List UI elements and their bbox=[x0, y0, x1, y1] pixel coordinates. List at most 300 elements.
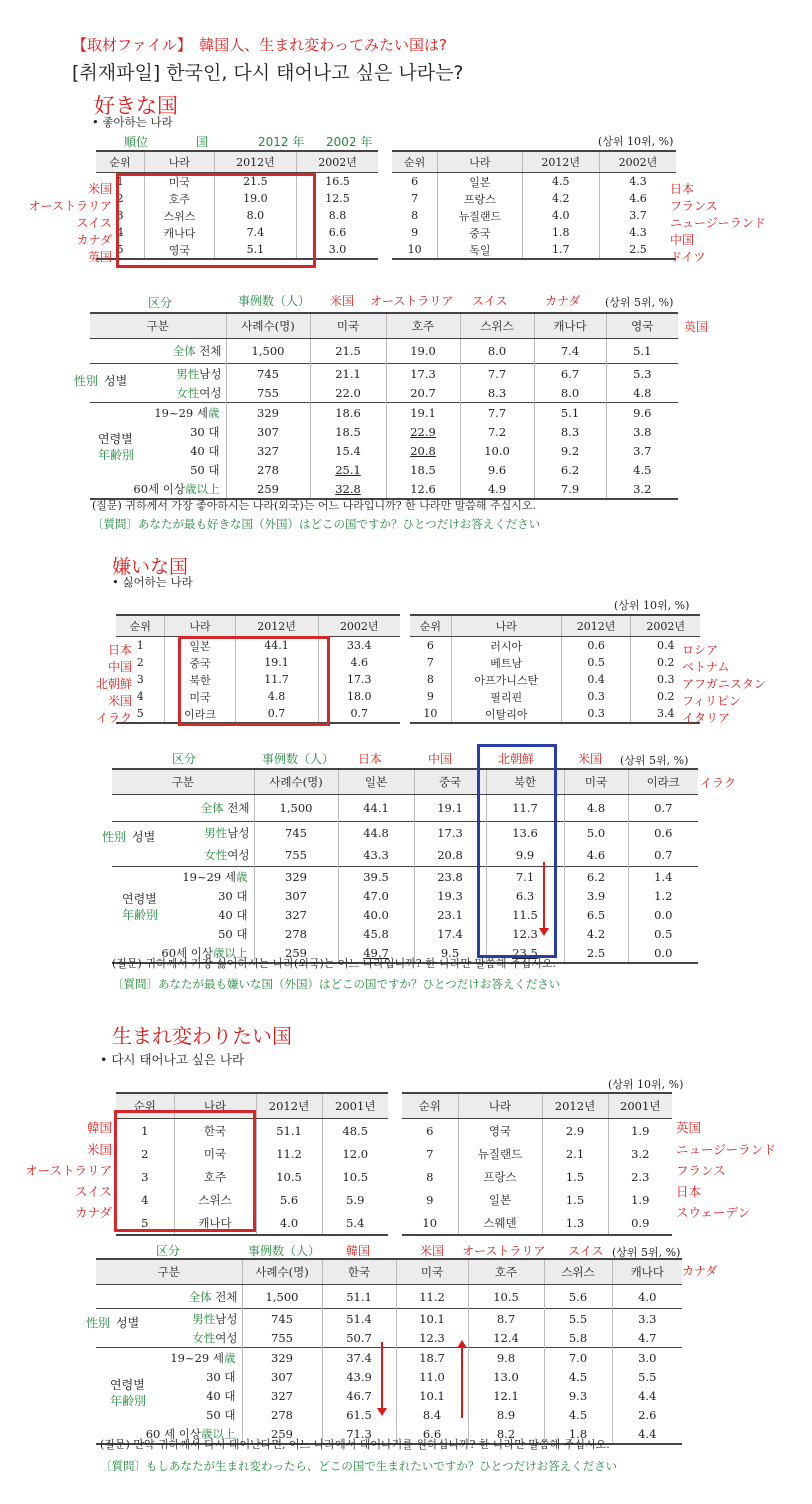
cell: 50.7 bbox=[322, 1328, 396, 1348]
cell: 43.9 bbox=[322, 1367, 396, 1386]
col-header: 2001년 bbox=[322, 1093, 388, 1119]
cell: 46.7 bbox=[322, 1386, 396, 1405]
cell: 8.0 bbox=[460, 339, 534, 364]
cell: 9.6 bbox=[606, 403, 678, 423]
cell: 755 bbox=[242, 1328, 322, 1348]
cell: 8.9 bbox=[468, 1405, 544, 1424]
g3-anno: 区分 bbox=[156, 1244, 181, 1258]
g1-anno: 米国 bbox=[330, 294, 355, 308]
cell: 2 bbox=[141, 1146, 149, 1161]
cell: 259 bbox=[226, 479, 310, 499]
s1-jp-left: カナダ bbox=[76, 233, 112, 247]
s2-question-kr: (질문) 귀하께서 가장 싫어하시는 나라(외국)는 어느 나라입니까? 한 나라만 말씀해 주십시오. bbox=[112, 957, 557, 970]
cell: 12.5 bbox=[297, 190, 378, 207]
g2-age-jp: 年齢別 bbox=[122, 908, 159, 922]
row-label bbox=[112, 844, 254, 867]
cell: 19.1 bbox=[414, 795, 486, 822]
cell: 22.9 bbox=[386, 422, 460, 441]
s2-jp-left: 日本 bbox=[107, 643, 132, 657]
s2-title: 嫌いな国 bbox=[112, 556, 189, 578]
g3-age-kr: 연령별 bbox=[110, 1378, 145, 1392]
cell: 10.0 bbox=[460, 441, 534, 460]
cell: 10 bbox=[402, 1211, 458, 1235]
cell: 0.3 bbox=[561, 705, 631, 723]
cell: 5.6 bbox=[256, 1188, 322, 1211]
row-label-jp: 歳以上 bbox=[201, 1426, 236, 1441]
cell: 7.0 bbox=[544, 1348, 612, 1368]
col-header: 순위 bbox=[116, 615, 165, 637]
row-label-jp: 男性 bbox=[204, 826, 228, 840]
cell: 4.8 bbox=[564, 795, 628, 822]
cell: 21.1 bbox=[310, 364, 386, 384]
g1-unit: (상위 5위, %) bbox=[605, 296, 674, 309]
cell: 11.7 bbox=[486, 795, 564, 822]
cell: 4.2 bbox=[564, 924, 628, 943]
cell: 19.1 bbox=[386, 403, 460, 423]
row-label: 30 대 bbox=[206, 1369, 236, 1384]
cell: 스위스 bbox=[145, 207, 215, 224]
s1-subtitle: • 좋아하는 나라 bbox=[92, 115, 173, 129]
cell: 327 bbox=[242, 1386, 322, 1405]
s3-jp-right: 英国 bbox=[676, 1120, 702, 1135]
s3-group-table bbox=[96, 1258, 682, 1445]
row-label-jp: 女性 bbox=[176, 385, 200, 400]
cell: 1.2 bbox=[628, 886, 698, 905]
row-label-kr: 남성 bbox=[227, 826, 250, 840]
cell: 4.9 bbox=[460, 479, 534, 499]
cell: 일본 bbox=[438, 173, 522, 191]
cell: 0.2 bbox=[631, 688, 700, 705]
cell: 9.3 bbox=[544, 1386, 612, 1405]
cell: 일본 bbox=[458, 1188, 542, 1211]
row-label-jp: 全体 bbox=[200, 801, 224, 815]
cell: 10 bbox=[392, 241, 438, 259]
g1-age-jp: 年齢別 bbox=[98, 448, 135, 462]
row-label bbox=[90, 479, 226, 499]
cell: 5.5 bbox=[544, 1309, 612, 1329]
s1-jp-left: オーストラリア bbox=[28, 199, 112, 213]
cell: 329 bbox=[226, 403, 310, 423]
cell: 11.2 bbox=[256, 1142, 322, 1165]
s3-jp-left: カナダ bbox=[75, 1205, 112, 1220]
cell: 4 bbox=[136, 690, 144, 703]
s2-jp-left: 中国 bbox=[107, 660, 132, 674]
s1-jp-right: フランス bbox=[670, 199, 718, 213]
cell: 일본 bbox=[165, 637, 235, 655]
cell: 3.2 bbox=[606, 479, 678, 499]
g1-sex-jp: 性別 bbox=[74, 374, 99, 388]
s2-nk-highlight-box bbox=[477, 744, 557, 958]
cell: 21.5 bbox=[214, 173, 296, 191]
g1-anno: 区分 bbox=[148, 296, 173, 310]
s1-anno-rank: 順位 bbox=[124, 135, 149, 149]
cell: 0.3 bbox=[561, 688, 631, 705]
s3-title: 生まれ変わりたい国 bbox=[112, 1024, 292, 1048]
cell: 5.8 bbox=[544, 1328, 612, 1348]
cell: 6.6 bbox=[396, 1424, 468, 1444]
cell: 307 bbox=[226, 422, 310, 441]
cell: 1.8 bbox=[544, 1424, 612, 1444]
cell: 51.4 bbox=[322, 1309, 396, 1329]
g3-anno: オーストラリア bbox=[462, 1244, 546, 1258]
col-header: 캐나다 bbox=[612, 1259, 682, 1285]
cell: 18.5 bbox=[310, 422, 386, 441]
col-header: 순위 bbox=[392, 151, 438, 173]
cell: 1.9 bbox=[608, 1188, 672, 1211]
cell: 6.7 bbox=[534, 364, 606, 384]
cell: 745 bbox=[242, 1309, 322, 1329]
cell: 71.3 bbox=[322, 1424, 396, 1444]
col-header: 미국 bbox=[310, 313, 386, 339]
cell: 755 bbox=[254, 844, 338, 867]
s3-unit: (상위 10위, %) bbox=[608, 1078, 684, 1091]
cell: 307 bbox=[254, 886, 338, 905]
s2-jp-left: 米国 bbox=[107, 694, 132, 708]
row-label-jp: 歳 bbox=[208, 405, 220, 420]
cell: 17.3 bbox=[414, 822, 486, 845]
cell: 7.9 bbox=[534, 479, 606, 499]
cell: 8.8 bbox=[297, 207, 378, 224]
row-label-jp: 女性 bbox=[204, 848, 228, 862]
cell: 9 bbox=[411, 226, 419, 239]
cell: 51.1 bbox=[322, 1285, 396, 1309]
cell: 9.9 bbox=[486, 844, 564, 867]
cell: 4.0 bbox=[256, 1211, 322, 1235]
cell: 0.6 bbox=[561, 637, 631, 655]
col-header: 미국 bbox=[564, 769, 628, 795]
kr-title: [취재파일] 한국인, 다시 태어나고 싶은 나라는? bbox=[72, 62, 464, 84]
cell: 3.8 bbox=[606, 422, 678, 441]
cell: 4 bbox=[141, 1192, 149, 1207]
s2-jp-right: ロシア bbox=[682, 643, 719, 657]
s1-jp-left: 米国 bbox=[87, 182, 112, 196]
cell: 7.2 bbox=[460, 422, 534, 441]
col-header: 중국 bbox=[414, 769, 486, 795]
cell: 6 bbox=[426, 639, 434, 652]
cell: 베트남 bbox=[451, 654, 561, 671]
col-header: 구분 bbox=[112, 769, 254, 795]
row-label: 50 대 bbox=[190, 462, 220, 477]
cell: 13.6 bbox=[486, 822, 564, 845]
cell: 44.1 bbox=[338, 795, 414, 822]
s3-jp-right: フランス bbox=[676, 1163, 726, 1178]
row-label: 40 대 bbox=[206, 1388, 236, 1403]
s2-jp-right: フィリピン bbox=[682, 694, 742, 708]
col-header: 순위 bbox=[402, 1093, 458, 1119]
cell: 3.7 bbox=[606, 441, 678, 460]
cell: 745 bbox=[226, 364, 310, 384]
col-header: 나라 bbox=[174, 1093, 256, 1119]
g3-anno: 韓国 bbox=[346, 1244, 371, 1258]
row-label-jp: 男性 bbox=[192, 1311, 216, 1326]
cell: 중국 bbox=[165, 654, 235, 671]
g2-anno: 区分 bbox=[172, 752, 197, 766]
cell: 7.7 bbox=[460, 364, 534, 384]
row-label-kr: 19~29 세 bbox=[182, 869, 236, 884]
row-label-jp: 全体 bbox=[188, 1289, 212, 1304]
col-header: 2012년 bbox=[522, 151, 599, 173]
cell: 12.4 bbox=[468, 1328, 544, 1348]
cell: 0.6 bbox=[628, 822, 698, 845]
cell: 4.8 bbox=[606, 383, 678, 403]
cell: 1.9 bbox=[608, 1119, 672, 1143]
cell: 6.5 bbox=[564, 905, 628, 924]
s2-unit: (상위 10위, %) bbox=[614, 599, 690, 612]
cell: 33.4 bbox=[318, 637, 400, 655]
g1-anno: 英国 bbox=[684, 320, 709, 334]
row-label-kr: 60세 이상 bbox=[161, 945, 213, 960]
cell: 19.3 bbox=[414, 886, 486, 905]
cell: 5.1 bbox=[534, 403, 606, 423]
cell: 영국 bbox=[145, 241, 215, 259]
cell: 307 bbox=[242, 1367, 322, 1386]
cell: 4 bbox=[116, 226, 124, 239]
cell: 4.0 bbox=[522, 207, 599, 224]
row-label-kr: 60세 이상 bbox=[133, 481, 185, 496]
cell: 7 bbox=[411, 192, 419, 205]
cell: 뉴질랜드 bbox=[458, 1142, 542, 1165]
cell: 3.7 bbox=[599, 207, 676, 224]
row-label-jp: 全体 bbox=[172, 344, 196, 358]
cell: 1.5 bbox=[542, 1165, 608, 1188]
cell: 17.4 bbox=[414, 924, 486, 943]
cell: 0.2 bbox=[631, 654, 700, 671]
cell: 2.5 bbox=[564, 943, 628, 963]
cell: 20.8 bbox=[386, 441, 460, 460]
col-header: 사례수(명) bbox=[242, 1259, 322, 1285]
cell: 북한 bbox=[165, 671, 235, 688]
cell: 4.6 bbox=[318, 654, 400, 671]
cell: 4.4 bbox=[612, 1386, 682, 1405]
cell: 캐나다 bbox=[174, 1211, 256, 1235]
cell: 21.5 bbox=[310, 339, 386, 364]
cell: 8.3 bbox=[534, 422, 606, 441]
cell: 0.3 bbox=[631, 671, 700, 688]
row-label-jp: 男性 bbox=[176, 366, 200, 381]
cell: 5.4 bbox=[322, 1211, 388, 1235]
row-label bbox=[96, 1348, 242, 1368]
cell: 44.8 bbox=[338, 822, 414, 845]
row-label-kr: 전체 bbox=[215, 1289, 238, 1304]
row-label-kr: 전체 bbox=[227, 801, 250, 815]
g2-anno: 中国 bbox=[428, 752, 453, 766]
cell: 9.8 bbox=[468, 1348, 544, 1368]
cell: 7.4 bbox=[534, 339, 606, 364]
cell: 11.7 bbox=[235, 671, 318, 688]
s1-anno-2002: 2002 年 bbox=[326, 135, 373, 149]
g2-age-kr: 연령별 bbox=[122, 892, 157, 906]
s1-jp-left: スイス bbox=[76, 216, 112, 230]
cell: 3 bbox=[141, 1169, 149, 1184]
cell: 16.5 bbox=[297, 173, 378, 191]
cell: 8.7 bbox=[468, 1309, 544, 1329]
s3-question-jp: 〔質問〕もしあなたが生まれ変わったら、どこの国で生まれたいですか？ひとつだけお答えください bbox=[100, 1459, 618, 1473]
cell: 6 bbox=[426, 1123, 434, 1138]
cell: 39.5 bbox=[338, 867, 414, 887]
col-header: 한국 bbox=[322, 1259, 396, 1285]
cell: 0.7 bbox=[318, 705, 400, 723]
row-label: 40 대 bbox=[190, 443, 220, 458]
cell: 32.8 bbox=[310, 479, 386, 499]
trend-arrow-shaft bbox=[461, 1348, 463, 1418]
col-header: 스위스 bbox=[460, 313, 534, 339]
cell: 10.1 bbox=[396, 1386, 468, 1405]
cell: 4.5 bbox=[522, 173, 599, 191]
s1-title: 好きな国 bbox=[94, 94, 178, 118]
row-label: 30 대 bbox=[218, 888, 248, 903]
cell: 20.8 bbox=[414, 844, 486, 867]
cell: 12.3 bbox=[396, 1328, 468, 1348]
cell: 1 bbox=[136, 639, 144, 652]
row-label bbox=[90, 403, 226, 423]
s1-jp-right: 中国 bbox=[670, 233, 695, 247]
cell: 이탈리아 bbox=[451, 705, 561, 723]
cell: 9.5 bbox=[414, 943, 486, 963]
cell: 1,500 bbox=[226, 339, 310, 364]
s3-jp-left: スイス bbox=[74, 1184, 112, 1199]
row-label-kr: 여성 bbox=[215, 1330, 238, 1345]
g2-unit: (상위 5위, %) bbox=[620, 754, 689, 767]
g3-anno: カナダ bbox=[682, 1264, 718, 1278]
cell: 13.0 bbox=[468, 1367, 544, 1386]
cell: 2.9 bbox=[542, 1119, 608, 1143]
cell: 22.0 bbox=[310, 383, 386, 403]
row-label bbox=[96, 1285, 242, 1309]
col-header: 2012년 bbox=[542, 1093, 608, 1119]
col-header: 스위스 bbox=[544, 1259, 612, 1285]
cell: 한국 bbox=[174, 1119, 256, 1143]
cell: 18.7 bbox=[396, 1348, 468, 1368]
cell: 호주 bbox=[145, 190, 215, 207]
cell: 7.7 bbox=[460, 403, 534, 423]
cell: 19.0 bbox=[386, 339, 460, 364]
cell: 3.0 bbox=[297, 241, 378, 259]
cell: 10.5 bbox=[322, 1165, 388, 1188]
cell: 5.5 bbox=[612, 1367, 682, 1386]
cell: 329 bbox=[242, 1348, 322, 1368]
row-label-jp: 歳以上 bbox=[213, 945, 248, 960]
row-label-kr: 여성 bbox=[227, 848, 250, 862]
col-header: 2012년 bbox=[561, 615, 631, 637]
col-header: 영국 bbox=[606, 313, 678, 339]
g3-age-jp: 年齢別 bbox=[110, 1394, 147, 1408]
cell: 0.5 bbox=[628, 924, 698, 943]
cell: 독일 bbox=[438, 241, 522, 259]
col-header: 북한 bbox=[486, 769, 564, 795]
cell: 2.3 bbox=[608, 1165, 672, 1188]
cell: 37.4 bbox=[322, 1348, 396, 1368]
cell: 0.7 bbox=[628, 795, 698, 822]
cell: 0.7 bbox=[235, 705, 318, 723]
cell: 2.1 bbox=[542, 1142, 608, 1165]
col-header: 구분 bbox=[90, 313, 226, 339]
g2-anno: 北朝鮮 bbox=[498, 752, 535, 766]
cell: 23.8 bbox=[414, 867, 486, 887]
cell: 3.3 bbox=[612, 1309, 682, 1329]
cell: 8.0 bbox=[214, 207, 296, 224]
col-header: 순위 bbox=[410, 615, 451, 637]
s2-jp-right: アフガニスタン bbox=[682, 677, 766, 691]
s2-jp-left: 北朝鮮 bbox=[95, 677, 132, 691]
col-header: 캐나다 bbox=[534, 313, 606, 339]
cell: 0.5 bbox=[561, 654, 631, 671]
s3-jp-left: 米国 bbox=[86, 1142, 112, 1157]
cell: 278 bbox=[254, 924, 338, 943]
col-header: 순위 bbox=[116, 1093, 174, 1119]
cell: 필리핀 bbox=[451, 688, 561, 705]
cell: 러시아 bbox=[451, 637, 561, 655]
cell: 2.6 bbox=[612, 1405, 682, 1424]
row-label-kr: 남성 bbox=[199, 366, 222, 381]
cell: 15.4 bbox=[310, 441, 386, 460]
s3-jp-right: スウェーデン bbox=[676, 1205, 751, 1220]
cell: 6.3 bbox=[486, 886, 564, 905]
col-header: 2001년 bbox=[608, 1093, 672, 1119]
s2-group-table bbox=[112, 768, 698, 964]
s1-anno-2012: 2012 年 bbox=[258, 135, 305, 149]
cell: 0.4 bbox=[561, 671, 631, 688]
cell: 329 bbox=[254, 867, 338, 887]
cell: 278 bbox=[226, 460, 310, 479]
cell: 7 bbox=[426, 656, 434, 669]
cell: 755 bbox=[226, 383, 310, 403]
col-header: 호주 bbox=[386, 313, 460, 339]
cell: 1,500 bbox=[254, 795, 338, 822]
col-header: 미국 bbox=[396, 1259, 468, 1285]
g2-anno: 米国 bbox=[578, 752, 603, 766]
s2-jp-left: イラク bbox=[95, 711, 132, 725]
cell: 10 bbox=[410, 705, 451, 723]
cell: 3.9 bbox=[564, 886, 628, 905]
cell: 3 bbox=[116, 209, 124, 222]
cell: 19.0 bbox=[214, 190, 296, 207]
trend-arrow-down-icon bbox=[539, 928, 549, 936]
cell: 8 bbox=[411, 209, 419, 222]
cell: 11.5 bbox=[486, 905, 564, 924]
cell: 10.5 bbox=[468, 1285, 544, 1309]
cell: 2 bbox=[116, 192, 124, 205]
g3-anno: スイス bbox=[568, 1244, 604, 1258]
g3-anno: 米国 bbox=[420, 1244, 445, 1258]
cell: 8.0 bbox=[534, 383, 606, 403]
cell: 327 bbox=[254, 905, 338, 924]
s3-jp-left: 韓国 bbox=[86, 1120, 112, 1135]
g2-anno: イラク bbox=[700, 776, 737, 790]
cell: 호주 bbox=[174, 1165, 256, 1188]
col-header: 나라 bbox=[438, 151, 522, 173]
cell: 7 bbox=[426, 1146, 434, 1161]
cell: 5.3 bbox=[606, 364, 678, 384]
cell: 1.8 bbox=[522, 224, 599, 241]
cell: 뉴질랜드 bbox=[438, 207, 522, 224]
cell: 1.3 bbox=[542, 1211, 608, 1235]
cell: 미국 bbox=[165, 688, 235, 705]
col-header: 2002년 bbox=[631, 615, 700, 637]
cell: 9.2 bbox=[534, 441, 606, 460]
col-header: 일본 bbox=[338, 769, 414, 795]
cell: 10.5 bbox=[256, 1165, 322, 1188]
cell: 3.4 bbox=[631, 705, 700, 723]
cell: 1.7 bbox=[522, 241, 599, 259]
trend-arrow-shaft bbox=[543, 862, 545, 930]
g3-sex-kr: 성별 bbox=[116, 1316, 140, 1330]
col-header: 나라 bbox=[145, 151, 215, 173]
cell: 스웨덴 bbox=[458, 1211, 542, 1235]
g1-age-kr: 연령별 bbox=[98, 432, 133, 446]
cell: 11.0 bbox=[396, 1367, 468, 1386]
col-header: 호주 bbox=[468, 1259, 544, 1285]
cell: 3.2 bbox=[608, 1142, 672, 1165]
